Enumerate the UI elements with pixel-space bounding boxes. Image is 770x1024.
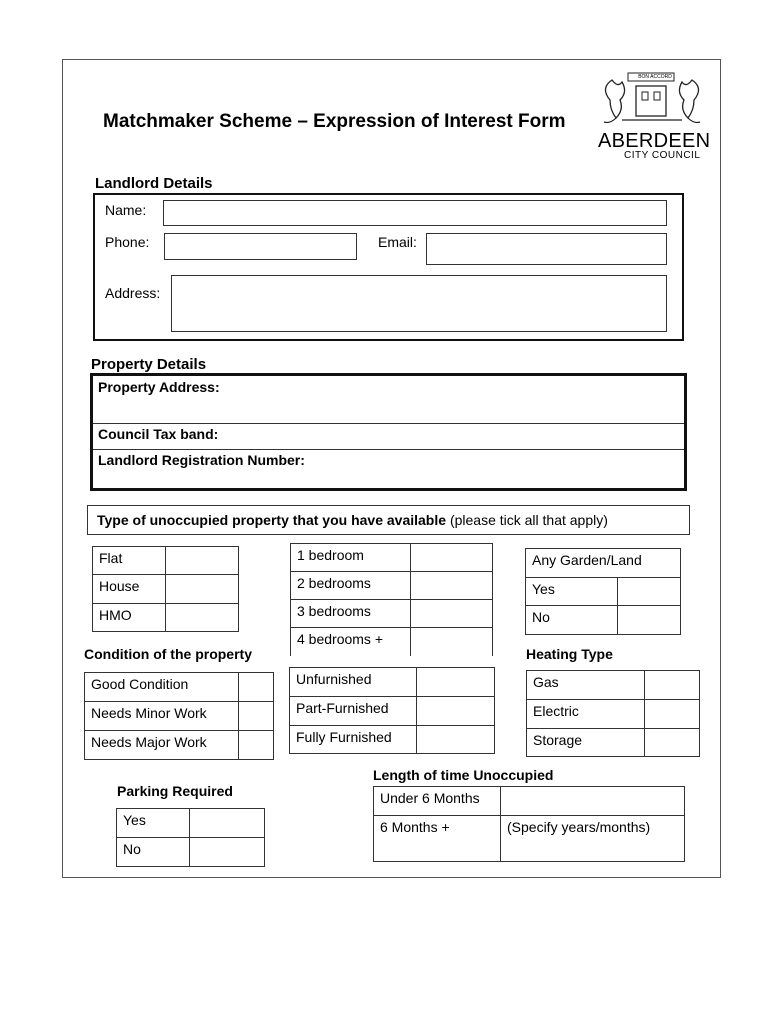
heating-gas-tick[interactable]: [645, 671, 700, 700]
table-row: [374, 816, 685, 862]
garden-no-tick[interactable]: [618, 606, 681, 635]
table-row: [291, 544, 493, 572]
table-row: [527, 729, 700, 757]
council-tax-label: Council Tax band:: [98, 426, 219, 442]
parking-no-tick[interactable]: [190, 838, 265, 867]
divider: [93, 423, 684, 424]
name-field[interactable]: [163, 200, 667, 226]
bedrooms-4-label: 4 bedrooms +: [291, 628, 411, 656]
condition-table: [84, 672, 274, 760]
property-heading: Property Details: [91, 356, 207, 373]
property-address-label: Property Address:: [98, 379, 220, 395]
email-label: Email:: [378, 234, 417, 250]
condition-heading: Condition of the property: [84, 646, 252, 662]
type-hmo-tick[interactable]: [166, 604, 239, 632]
condition-minor-label: Needs Minor Work: [85, 702, 239, 731]
type-banner-text: [97, 512, 608, 528]
table-row: [291, 628, 493, 656]
table-row: [526, 578, 681, 606]
table-row: [291, 572, 493, 600]
table-row: [526, 606, 681, 635]
heating-heading: Heating Type: [526, 646, 613, 662]
heating-electric-tick[interactable]: [645, 700, 700, 729]
unoccupied-under6-label: Under 6 Months: [374, 787, 501, 816]
logo-name: ABERDEEN: [598, 130, 711, 152]
type-hmo-label: HMO: [93, 604, 166, 632]
table-row: [93, 575, 239, 604]
heating-electric-label: Electric: [527, 700, 645, 729]
parking-heading: Parking Required: [117, 783, 233, 799]
type-flat-tick[interactable]: [166, 547, 239, 575]
phone-field[interactable]: [164, 233, 357, 260]
unoccupied-specify[interactable]: (Specify years/months): [501, 816, 685, 862]
divider: [93, 449, 684, 450]
bedrooms-table: [290, 543, 493, 656]
logo-motto: BON ACCORD: [638, 74, 672, 80]
parking-yes-tick[interactable]: [190, 809, 265, 838]
condition-major-tick[interactable]: [239, 731, 274, 760]
address-label: Address:: [105, 285, 161, 301]
table-row: [291, 600, 493, 628]
form-title: Matchmaker Scheme – Expression of Interest Form: [103, 111, 566, 132]
heating-gas-label: Gas: [527, 671, 645, 700]
type-banner-note: (please tick all that apply): [449, 512, 608, 528]
furnishing-full-tick[interactable]: [417, 726, 495, 754]
furnishing-part-label: Part-Furnished: [290, 697, 417, 726]
furnishing-table: [289, 667, 495, 754]
table-row: [85, 702, 274, 731]
property-address-field[interactable]: [93, 396, 684, 422]
parking-no-label: No: [117, 838, 190, 867]
garden-heading: Any Garden/Land: [526, 549, 681, 578]
property-type-table: [92, 546, 239, 632]
heating-storage-tick[interactable]: [645, 729, 700, 757]
unoccupied-over6-label: 6 Months +: [374, 816, 501, 862]
type-flat-label: Flat: [93, 547, 166, 575]
table-row: [117, 838, 265, 867]
bedrooms-3-tick[interactable]: [411, 600, 493, 628]
table-row: [527, 700, 700, 729]
registration-field[interactable]: [93, 468, 684, 488]
bedrooms-1-tick[interactable]: [411, 544, 493, 572]
garden-yes-label: Yes: [526, 578, 618, 606]
unoccupied-heading: Length of time Unoccupied: [373, 767, 554, 783]
email-field[interactable]: [426, 233, 667, 265]
table-row: [374, 787, 685, 816]
table-row: [527, 671, 700, 700]
bedrooms-2-label: 2 bedrooms: [291, 572, 411, 600]
property-box: [90, 373, 687, 491]
table-row: [85, 731, 274, 760]
type-banner-bold: Type of unoccupied property that you have available: [97, 512, 447, 528]
table-row: [290, 697, 495, 726]
heating-storage-label: Storage: [527, 729, 645, 757]
type-house-label: House: [93, 575, 166, 604]
condition-good-tick[interactable]: [239, 673, 274, 702]
garden-no-label: No: [526, 606, 618, 635]
bedrooms-4-tick[interactable]: [411, 628, 493, 656]
furnishing-part-tick[interactable]: [417, 697, 495, 726]
parking-table: [116, 808, 265, 867]
table-row: [93, 604, 239, 632]
furnishing-full-label: Fully Furnished: [290, 726, 417, 754]
landlord-heading: Landlord Details: [95, 175, 213, 192]
heating-table: [526, 670, 700, 757]
table-row: [526, 549, 681, 578]
garden-table: [525, 548, 681, 635]
table-row: [85, 673, 274, 702]
bedrooms-2-tick[interactable]: [411, 572, 493, 600]
table-row: [93, 547, 239, 575]
phone-label: Phone:: [105, 234, 150, 250]
parking-yes-label: Yes: [117, 809, 190, 838]
table-row: [290, 726, 495, 754]
unoccupied-table: [373, 786, 685, 862]
bedrooms-3-label: 3 bedrooms: [291, 600, 411, 628]
logo-subtitle: CITY COUNCIL: [624, 150, 701, 161]
garden-yes-tick[interactable]: [618, 578, 681, 606]
bedrooms-1-label: 1 bedroom: [291, 544, 411, 572]
furnishing-unfurnished-label: Unfurnished: [290, 668, 417, 697]
condition-good-label: Good Condition: [85, 673, 239, 702]
table-row: [117, 809, 265, 838]
type-house-tick[interactable]: [166, 575, 239, 604]
registration-label: Landlord Registration Number:: [98, 452, 305, 468]
furnishing-unfurnished-tick[interactable]: [417, 668, 495, 697]
table-row: [290, 668, 495, 697]
condition-minor-tick[interactable]: [239, 702, 274, 731]
address-field[interactable]: [171, 275, 667, 332]
name-label: Name:: [105, 202, 147, 218]
condition-major-label: Needs Major Work: [85, 731, 239, 760]
unoccupied-under6-tick[interactable]: [501, 787, 685, 816]
